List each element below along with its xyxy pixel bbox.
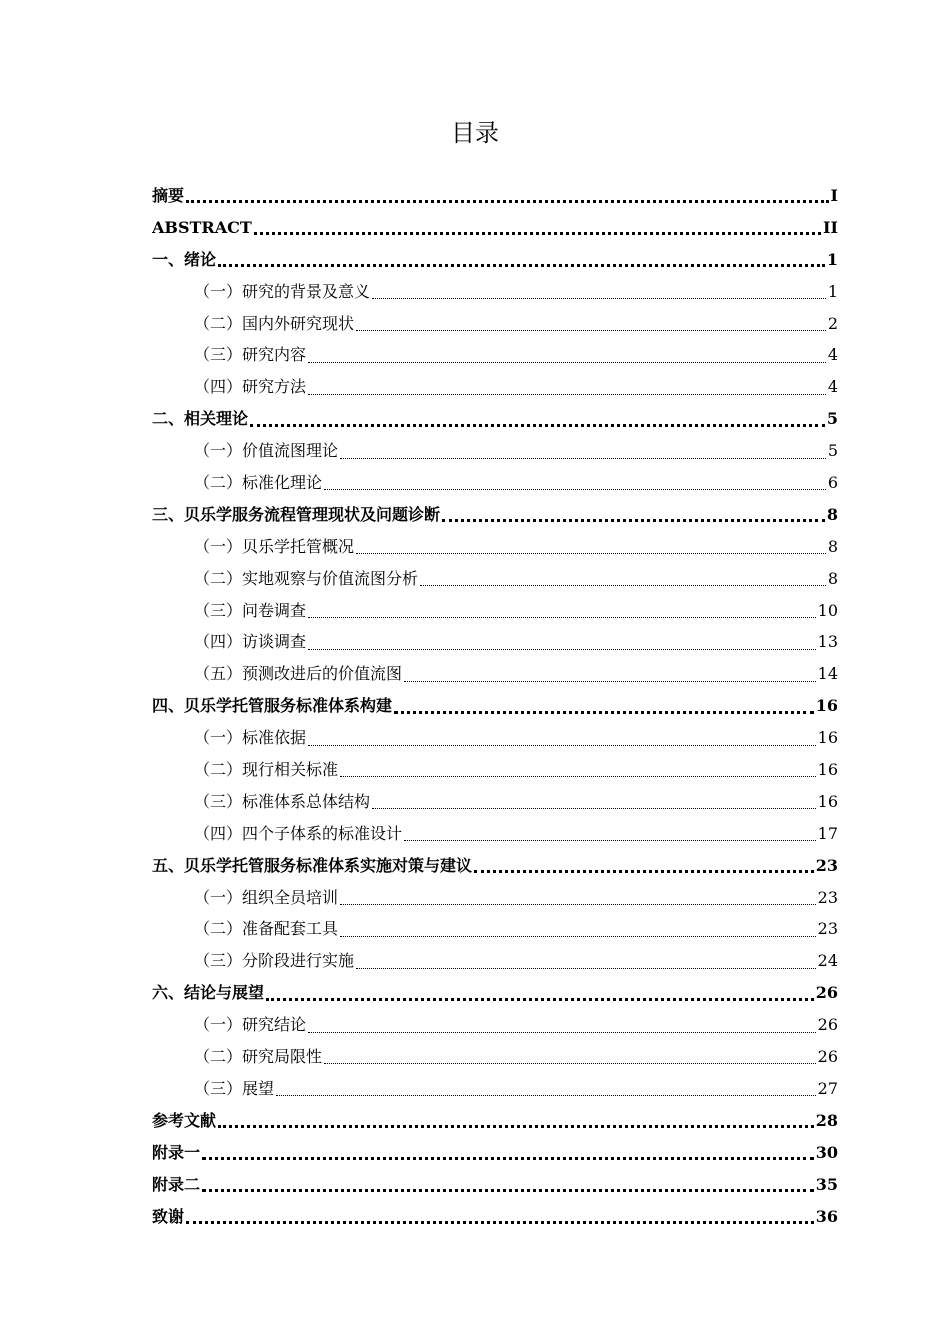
toc-entry-section[interactable]: [152, 435, 838, 467]
toc-entry-section[interactable]: [152, 945, 838, 977]
toc-entry-title: （三）展望: [194, 1078, 275, 1098]
toc-entry-section[interactable]: [152, 658, 838, 690]
dot-leader: [404, 681, 816, 682]
toc-entry-chapter[interactable]: [152, 244, 838, 276]
toc-entry-page-number: II: [823, 217, 838, 237]
toc-entry-title: （二）现行相关标准: [194, 760, 339, 780]
toc-entry-title: 二、相关理论: [152, 409, 249, 429]
toc-entry-title: （四）访谈调查: [194, 632, 307, 652]
toc-entry-title: 附录二: [152, 1174, 201, 1194]
toc-title: 目录: [451, 119, 499, 147]
dot-leader: [276, 1095, 816, 1096]
toc-entry-title: （二）国内外研究现状: [194, 313, 355, 333]
dot-leader: [474, 870, 814, 873]
toc-entry-page-number: 23: [817, 919, 838, 939]
toc-list: [152, 180, 838, 1232]
toc-entry-section[interactable]: [152, 531, 838, 563]
toc-entry-section[interactable]: [152, 371, 838, 403]
toc-entry-page-number: 1: [827, 281, 838, 301]
dot-leader: [372, 298, 826, 299]
dot-leader: [266, 998, 814, 1001]
toc-entry-title: （五）预测改进后的价值流图: [194, 664, 403, 684]
toc-entry-page-number: 2: [827, 313, 838, 333]
toc-entry-page-number: 16: [815, 696, 838, 716]
toc-entry-section[interactable]: [152, 276, 838, 308]
toc-entry-title: 五、贝乐学托管服务标准体系实施对策与建议: [152, 855, 473, 875]
dot-leader: [186, 200, 829, 203]
toc-entry-page-number: 8: [827, 568, 838, 588]
toc-entry-page-number: 4: [827, 345, 838, 365]
toc-entry-page-number: 24: [817, 951, 838, 971]
toc-entry-title: （一）研究结论: [194, 1015, 307, 1035]
toc-entry-chapter[interactable]: [152, 1169, 838, 1201]
dot-leader: [218, 1125, 814, 1128]
dot-leader: [356, 968, 816, 969]
toc-entry-section[interactable]: [152, 626, 838, 658]
toc-entry-chapter[interactable]: [152, 690, 838, 722]
toc-entry-page-number: 30: [815, 1142, 838, 1162]
dot-leader: [254, 232, 821, 235]
toc-entry-page-number: 26: [815, 983, 838, 1003]
dot-leader: [218, 264, 825, 267]
toc-entry-title: （三）分阶段进行实施: [194, 951, 355, 971]
toc-entry-section[interactable]: [152, 595, 838, 627]
dot-leader: [308, 745, 816, 746]
toc-entry-page-number: 16: [817, 728, 838, 748]
toc-entry-title: 六、结论与展望: [152, 983, 265, 1003]
dot-leader: [308, 362, 826, 363]
toc-entry-section[interactable]: [152, 882, 838, 914]
dot-leader: [250, 424, 825, 427]
toc-entry-chapter[interactable]: [152, 212, 838, 244]
dot-leader: [202, 1189, 814, 1192]
toc-entry-title: （二）标准化理论: [194, 473, 323, 493]
toc-entry-section[interactable]: [152, 754, 838, 786]
toc-entry-page-number: 16: [817, 760, 838, 780]
toc-entry-page-number: 26: [817, 1047, 838, 1067]
toc-entry-title: ABSTRACT: [152, 217, 252, 237]
toc-entry-page-number: 28: [815, 1110, 838, 1130]
dot-leader: [308, 394, 826, 395]
toc-entry-page-number: 6: [827, 473, 838, 493]
dot-leader: [340, 936, 816, 937]
toc-entry-page-number: I: [830, 186, 838, 205]
toc-entry-title: 摘要: [152, 186, 185, 205]
toc-entry-page-number: 27: [817, 1078, 838, 1098]
toc-entry-chapter[interactable]: [152, 1201, 838, 1233]
dot-leader: [394, 711, 814, 714]
toc-entry-title: 一、绪论: [152, 249, 217, 269]
toc-entry-chapter[interactable]: [152, 850, 838, 882]
toc-entry-page-number: 8: [826, 504, 838, 524]
toc-entry-page-number: 14: [817, 664, 838, 684]
toc-entry-page-number: 26: [817, 1015, 838, 1035]
dot-leader: [340, 904, 816, 905]
toc-entry-page-number: 4: [827, 377, 838, 397]
toc-entry-page-number: 1: [826, 249, 838, 269]
dot-leader: [442, 519, 825, 522]
toc-entry-title: （三）问卷调查: [194, 600, 307, 620]
toc-entry-title: （一）价值流图理论: [194, 441, 339, 461]
toc-entry-chapter[interactable]: [152, 180, 838, 212]
toc-entry-title: （一）贝乐学托管概况: [194, 536, 355, 556]
toc-entry-page-number: 35: [815, 1174, 838, 1194]
toc-entry-page-number: 23: [815, 855, 838, 875]
toc-entry-page-number: 17: [817, 823, 838, 843]
toc-entry-section[interactable]: [152, 467, 838, 499]
toc-entry-title: 四、贝乐学托管服务标准体系构建: [152, 696, 393, 716]
toc-entry-chapter[interactable]: [152, 403, 838, 435]
dot-leader: [308, 617, 816, 618]
toc-entry-title: （一）研究的背景及意义: [194, 281, 371, 301]
toc-entry-page-number: 23: [817, 887, 838, 907]
toc-entry-page-number: 36: [815, 1206, 838, 1226]
toc-entry-page-number: 10: [817, 600, 838, 620]
toc-entry-page-number: 16: [817, 791, 838, 811]
toc-entry-title: 致谢: [152, 1206, 185, 1226]
toc-entry-section[interactable]: [152, 339, 838, 371]
dot-leader: [308, 649, 816, 650]
toc-entry-section[interactable]: [152, 563, 838, 595]
dot-leader: [324, 1063, 816, 1064]
toc-entry-title: （一）标准依据: [194, 728, 307, 748]
toc-entry-title: （二）准备配套工具: [194, 919, 339, 939]
toc-entry-section[interactable]: [152, 722, 838, 754]
toc-entry-title: （四）研究方法: [194, 377, 307, 397]
dot-leader: [356, 553, 826, 554]
toc-entry-title: 参考文献: [152, 1110, 217, 1130]
dot-leader: [340, 458, 826, 459]
dot-leader: [340, 776, 816, 777]
toc-entry-page-number: 5: [826, 409, 838, 429]
toc-entry-section[interactable]: [152, 1073, 838, 1105]
toc-entry-title: （四）四个子体系的标准设计: [194, 823, 403, 843]
toc-entry-page-number: 13: [817, 632, 838, 652]
toc-entry-section[interactable]: [152, 786, 838, 818]
dot-leader: [324, 489, 826, 490]
toc-entry-title: （三）标准体系总体结构: [194, 791, 371, 811]
toc-entry-chapter[interactable]: [152, 499, 838, 531]
toc-entry-title: （一）组织全员培训: [194, 887, 339, 907]
toc-entry-chapter[interactable]: [152, 1105, 838, 1137]
toc-entry-section[interactable]: [152, 1009, 838, 1041]
toc-entry-title: 三、贝乐学服务流程管理现状及问题诊断: [152, 504, 441, 524]
dot-leader: [420, 585, 826, 586]
toc-entry-section[interactable]: [152, 308, 838, 340]
toc-entry-title: （三）研究内容: [194, 345, 307, 365]
toc-entry-section[interactable]: [152, 1041, 838, 1073]
dot-leader: [308, 1032, 816, 1033]
toc-entry-title: （二）实地观察与价值流图分析: [194, 568, 419, 588]
toc-entry-section[interactable]: [152, 913, 838, 945]
toc-entry-page-number: 5: [827, 441, 838, 461]
toc-entry-chapter[interactable]: [152, 977, 838, 1009]
toc-entry-chapter[interactable]: [152, 1137, 838, 1169]
dot-leader: [186, 1221, 814, 1224]
dot-leader: [404, 840, 816, 841]
dot-leader: [372, 808, 816, 809]
toc-entry-section[interactable]: [152, 818, 838, 850]
toc-entry-title: 附录一: [152, 1142, 201, 1162]
dot-leader: [202, 1157, 814, 1160]
toc-entry-page-number: 8: [827, 536, 838, 556]
toc-entry-title: （二）研究局限性: [194, 1047, 323, 1067]
dot-leader: [356, 330, 826, 331]
